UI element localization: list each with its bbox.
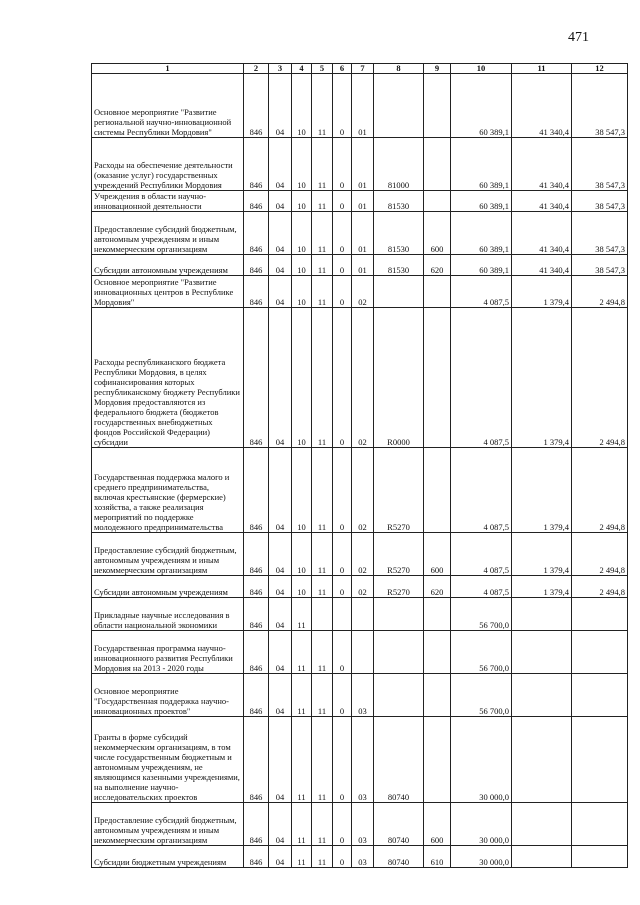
row-name-cell: Основное мероприятие "Развитие инновационных центров в Республике Мордовия" <box>92 276 244 308</box>
code-cell: 846 <box>244 598 269 631</box>
code-cell: 11 <box>292 717 312 803</box>
code-cell: 04 <box>269 576 292 598</box>
row-name-cell: Основное мероприятие "Развитие региональной научно-инновационной системы Республики Мордовия" <box>92 74 244 138</box>
code-cell: 01 <box>352 212 374 255</box>
code-cell: 04 <box>269 533 292 576</box>
code-cell: 846 <box>244 191 269 212</box>
code-cell <box>424 674 451 717</box>
row-name-cell: Расходы республиканского бюджета Республики Мордовия, в целях софинансирования которых республиканскому бюджету Республики Мордовия предоставляются из федерального бюджета (бюджетов государственных внебюджетных фондов Российской Федерации) субсидии <box>92 308 244 448</box>
table-row <box>92 576 628 598</box>
amount-cell <box>572 598 628 631</box>
code-cell: 10 <box>292 576 312 598</box>
code-cell: 04 <box>269 255 292 276</box>
amount-cell: 41 340,4 <box>512 74 572 138</box>
amount-cell <box>512 717 572 803</box>
code-cell <box>374 631 424 674</box>
code-cell: 0 <box>333 74 352 138</box>
amount-cell: 38 547,3 <box>572 74 628 138</box>
amount-cell <box>572 846 628 868</box>
row-name-cell: Предоставление субсидий бюджетным, автономным учреждениям и иным некоммерческим организациям <box>92 803 244 846</box>
code-cell <box>424 191 451 212</box>
amount-cell: 1 379,4 <box>512 276 572 308</box>
amount-cell: 30 000,0 <box>451 846 512 868</box>
amount-cell: 2 494,8 <box>572 308 628 448</box>
code-cell: 01 <box>352 138 374 191</box>
code-cell: 02 <box>352 533 374 576</box>
code-cell: 02 <box>352 576 374 598</box>
code-cell: R0000 <box>374 308 424 448</box>
code-cell: 04 <box>269 212 292 255</box>
amount-cell: 1 379,4 <box>512 533 572 576</box>
column-header: 10 <box>451 64 512 74</box>
table-row <box>92 631 628 674</box>
amount-cell: 4 087,5 <box>451 576 512 598</box>
row-name-cell: Субсидии бюджетным учреждениям <box>92 846 244 868</box>
amount-cell <box>572 717 628 803</box>
code-cell: 0 <box>333 448 352 533</box>
column-header: 3 <box>269 64 292 74</box>
code-cell: 03 <box>352 803 374 846</box>
row-name-cell: Расходы на обеспечение деятельности (оказание услуг) государственных учреждений Республики Мордовия <box>92 138 244 191</box>
code-cell <box>352 631 374 674</box>
code-cell: 846 <box>244 533 269 576</box>
code-cell: 11 <box>312 631 333 674</box>
amount-cell: 60 389,1 <box>451 191 512 212</box>
amount-cell: 4 087,5 <box>451 533 512 576</box>
amount-cell: 41 340,4 <box>512 212 572 255</box>
row-name-cell: Учреждения в области научно-инновационной деятельности <box>92 191 244 212</box>
code-cell: 11 <box>312 212 333 255</box>
code-cell: 0 <box>333 803 352 846</box>
code-cell: 04 <box>269 191 292 212</box>
code-cell: 04 <box>269 846 292 868</box>
amount-cell: 56 700,0 <box>451 631 512 674</box>
code-cell: 11 <box>312 674 333 717</box>
table-row <box>92 255 628 276</box>
code-cell: 620 <box>424 576 451 598</box>
amount-cell: 2 494,8 <box>572 533 628 576</box>
row-name-cell: Прикладные научные исследования в области национальной экономики <box>92 598 244 631</box>
code-cell: 81530 <box>374 191 424 212</box>
row-name-cell: Предоставление субсидий бюджетным, автономным учреждениям и иным некоммерческим организациям <box>92 533 244 576</box>
table-row <box>92 448 628 533</box>
code-cell: 600 <box>424 533 451 576</box>
table-row <box>92 74 628 138</box>
amount-cell: 4 087,5 <box>451 448 512 533</box>
code-cell: 80740 <box>374 803 424 846</box>
budget-table <box>91 63 628 868</box>
code-cell: 0 <box>333 717 352 803</box>
code-cell: 600 <box>424 212 451 255</box>
code-cell: 0 <box>333 138 352 191</box>
table-row <box>92 717 628 803</box>
code-cell: 0 <box>333 191 352 212</box>
code-cell: 01 <box>352 191 374 212</box>
amount-cell <box>512 803 572 846</box>
amount-cell: 1 379,4 <box>512 448 572 533</box>
amount-cell: 38 547,3 <box>572 255 628 276</box>
code-cell: R5270 <box>374 448 424 533</box>
amount-cell <box>512 846 572 868</box>
row-name-cell: Субсидии автономным учреждениям <box>92 576 244 598</box>
row-name-cell: Основное мероприятие "Государственная поддержка научно-инновационных проектов" <box>92 674 244 717</box>
code-cell: 0 <box>333 533 352 576</box>
code-cell: R5270 <box>374 576 424 598</box>
code-cell <box>424 74 451 138</box>
code-cell: 846 <box>244 803 269 846</box>
code-cell <box>424 631 451 674</box>
code-cell: 846 <box>244 276 269 308</box>
code-cell: 846 <box>244 448 269 533</box>
code-cell <box>312 598 333 631</box>
table-row <box>92 533 628 576</box>
table-row <box>92 191 628 212</box>
column-header: 7 <box>352 64 374 74</box>
amount-cell <box>512 631 572 674</box>
code-cell <box>374 74 424 138</box>
code-cell: 11 <box>312 576 333 598</box>
amount-cell: 38 547,3 <box>572 212 628 255</box>
code-cell: 04 <box>269 631 292 674</box>
code-cell: 04 <box>269 448 292 533</box>
column-header: 6 <box>333 64 352 74</box>
amount-cell: 41 340,4 <box>512 255 572 276</box>
code-cell: 01 <box>352 255 374 276</box>
amount-cell: 1 379,4 <box>512 576 572 598</box>
code-cell: 10 <box>292 138 312 191</box>
code-cell: 03 <box>352 717 374 803</box>
code-cell: 11 <box>312 74 333 138</box>
code-cell: 10 <box>292 255 312 276</box>
code-cell: 11 <box>312 308 333 448</box>
code-cell: 03 <box>352 674 374 717</box>
code-cell: 11 <box>292 631 312 674</box>
amount-cell: 4 087,5 <box>451 308 512 448</box>
amount-cell: 41 340,4 <box>512 191 572 212</box>
code-cell: 0 <box>333 308 352 448</box>
page-number: 471 <box>568 30 589 45</box>
column-header: 1 <box>92 64 244 74</box>
column-header: 2 <box>244 64 269 74</box>
amount-cell: 56 700,0 <box>451 598 512 631</box>
code-cell <box>424 276 451 308</box>
table-row <box>92 138 628 191</box>
code-cell: 0 <box>333 631 352 674</box>
column-header: 11 <box>512 64 572 74</box>
code-cell: 81530 <box>374 255 424 276</box>
table-row <box>92 803 628 846</box>
code-cell: 04 <box>269 717 292 803</box>
code-cell <box>374 674 424 717</box>
code-cell: 10 <box>292 308 312 448</box>
table-header-row <box>92 64 628 74</box>
code-cell <box>424 448 451 533</box>
code-cell: 04 <box>269 138 292 191</box>
code-cell: 11 <box>312 255 333 276</box>
code-cell: 11 <box>292 674 312 717</box>
code-cell: 80740 <box>374 717 424 803</box>
table-row <box>92 276 628 308</box>
code-cell: 81530 <box>374 212 424 255</box>
amount-cell: 4 087,5 <box>451 276 512 308</box>
code-cell: 11 <box>312 533 333 576</box>
amount-cell <box>512 598 572 631</box>
code-cell: 846 <box>244 212 269 255</box>
code-cell: 10 <box>292 212 312 255</box>
amount-cell: 2 494,8 <box>572 448 628 533</box>
amount-cell: 56 700,0 <box>451 674 512 717</box>
table-body <box>92 74 628 868</box>
column-header: 9 <box>424 64 451 74</box>
code-cell: 11 <box>312 138 333 191</box>
table-row <box>92 598 628 631</box>
code-cell: 11 <box>292 846 312 868</box>
code-cell: 11 <box>312 276 333 308</box>
code-cell: 846 <box>244 631 269 674</box>
code-cell: 846 <box>244 846 269 868</box>
code-cell: 10 <box>292 533 312 576</box>
code-cell: 11 <box>312 448 333 533</box>
code-cell: 620 <box>424 255 451 276</box>
code-cell: 0 <box>333 212 352 255</box>
code-cell: 11 <box>292 803 312 846</box>
amount-cell: 60 389,1 <box>451 138 512 191</box>
amount-cell: 30 000,0 <box>451 803 512 846</box>
code-cell: 600 <box>424 803 451 846</box>
amount-cell: 1 379,4 <box>512 308 572 448</box>
code-cell: 846 <box>244 74 269 138</box>
code-cell: 02 <box>352 308 374 448</box>
code-cell: 0 <box>333 674 352 717</box>
code-cell: 11 <box>292 598 312 631</box>
code-cell: 10 <box>292 74 312 138</box>
code-cell: 81000 <box>374 138 424 191</box>
code-cell <box>374 276 424 308</box>
code-cell: 11 <box>312 717 333 803</box>
amount-cell: 30 000,0 <box>451 717 512 803</box>
code-cell: 0 <box>333 576 352 598</box>
row-name-cell: Субсидии автономным учреждениям <box>92 255 244 276</box>
column-header: 8 <box>374 64 424 74</box>
amount-cell <box>572 674 628 717</box>
code-cell: 846 <box>244 308 269 448</box>
code-cell: 10 <box>292 448 312 533</box>
row-name-cell: Гранты в форме субсидий некоммерческим организациям, в том числе государственным бюджетным и автономным учреждениям, не являющимся казенными учреждениями, на выполнение научно-исследовательских проектов <box>92 717 244 803</box>
code-cell <box>374 598 424 631</box>
code-cell: 0 <box>333 276 352 308</box>
column-header: 5 <box>312 64 333 74</box>
column-header: 4 <box>292 64 312 74</box>
row-name-cell: Государственная программа научно-инновационного развития Республики Мордовия на 2013 - 2020 годы <box>92 631 244 674</box>
code-cell: 80740 <box>374 846 424 868</box>
code-cell: 04 <box>269 308 292 448</box>
amount-cell: 60 389,1 <box>451 74 512 138</box>
amount-cell: 38 547,3 <box>572 138 628 191</box>
code-cell: 846 <box>244 674 269 717</box>
code-cell <box>424 717 451 803</box>
code-cell: 0 <box>333 255 352 276</box>
amount-cell: 41 340,4 <box>512 138 572 191</box>
table-row <box>92 674 628 717</box>
code-cell: 04 <box>269 803 292 846</box>
code-cell <box>424 138 451 191</box>
code-cell: 02 <box>352 448 374 533</box>
code-cell: 846 <box>244 255 269 276</box>
code-cell: 04 <box>269 598 292 631</box>
amount-cell <box>512 674 572 717</box>
code-cell: 11 <box>312 803 333 846</box>
code-cell: 04 <box>269 74 292 138</box>
code-cell <box>333 598 352 631</box>
code-cell: 10 <box>292 276 312 308</box>
amount-cell: 2 494,8 <box>572 576 628 598</box>
code-cell: 01 <box>352 74 374 138</box>
amount-cell: 60 389,1 <box>451 255 512 276</box>
code-cell: 10 <box>292 191 312 212</box>
table-row <box>92 846 628 868</box>
column-header: 12 <box>572 64 628 74</box>
row-name-cell: Государственная поддержка малого и среднего предпринимательства, включая крестьянские (фермерские) хозяйства, а также реализация мероприятий по поддержке молодежного предпринимательства <box>92 448 244 533</box>
code-cell <box>352 598 374 631</box>
row-name-cell: Предоставление субсидий бюджетным, автономным учреждениям и иным некоммерческим организациям <box>92 212 244 255</box>
amount-cell: 2 494,8 <box>572 276 628 308</box>
code-cell: 846 <box>244 717 269 803</box>
code-cell: R5270 <box>374 533 424 576</box>
code-cell: 11 <box>312 191 333 212</box>
code-cell: 02 <box>352 276 374 308</box>
amount-cell <box>572 631 628 674</box>
code-cell: 11 <box>312 846 333 868</box>
code-cell: 846 <box>244 138 269 191</box>
amount-cell <box>572 803 628 846</box>
code-cell <box>424 308 451 448</box>
code-cell <box>424 598 451 631</box>
code-cell: 04 <box>269 276 292 308</box>
code-cell: 03 <box>352 846 374 868</box>
code-cell: 610 <box>424 846 451 868</box>
code-cell: 04 <box>269 674 292 717</box>
code-cell: 0 <box>333 846 352 868</box>
table-row <box>92 212 628 255</box>
amount-cell: 60 389,1 <box>451 212 512 255</box>
code-cell: 846 <box>244 576 269 598</box>
amount-cell: 38 547,3 <box>572 191 628 212</box>
table-row <box>92 308 628 448</box>
